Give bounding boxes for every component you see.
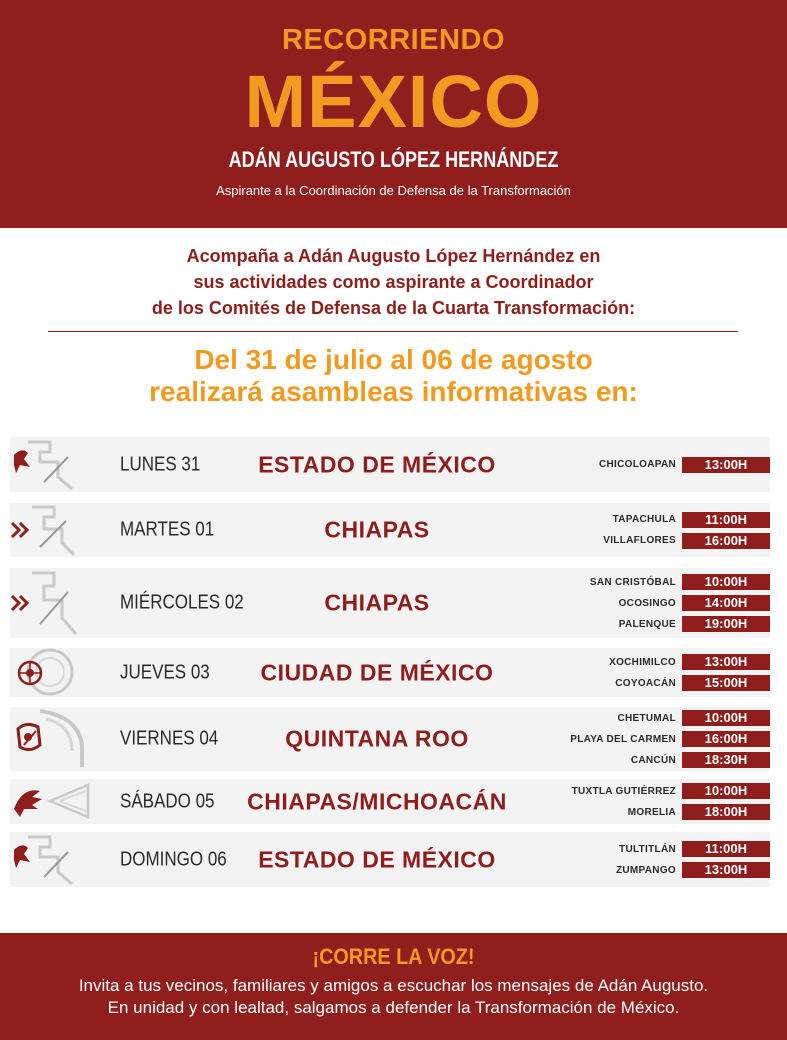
state-name: QUINTANA ROO <box>285 725 469 752</box>
event-list <box>572 779 770 824</box>
event-place: SAN CRISTÓBAL <box>589 576 676 588</box>
event-time: 11:00H <box>682 512 770 528</box>
event-time: 16:00H <box>682 731 770 747</box>
header-banner <box>0 0 787 228</box>
event-time: 10:00H <box>682 574 770 590</box>
event-place: OCOSINGO <box>618 597 676 609</box>
footer-line-1: Invita a tus vecinos, familiares y amigos a escuchar los mensajes de Adán Augusto. <box>78 976 709 995</box>
header-title: MÉXICO <box>244 60 543 143</box>
event-list <box>616 832 770 887</box>
event-time: 11:00H <box>682 841 770 857</box>
divider <box>48 331 738 332</box>
dates-line-1: Del 31 de julio al 06 de agosto <box>194 344 593 375</box>
event-item <box>599 456 770 473</box>
intro-text <box>0 243 787 321</box>
header-name: ADÁN AUGUSTO LÓPEZ HERNÁNDEZ <box>228 147 559 172</box>
day-label: DOMINGO 06 <box>120 848 227 870</box>
schedule-row <box>10 779 770 824</box>
footer-text <box>0 975 787 1019</box>
arrow-glyph-icon <box>10 568 90 638</box>
event-time: 15:00H <box>682 675 770 691</box>
event-time: 18:00H <box>682 804 770 820</box>
intro-line-2: sus actividades como aspirante a Coordinador <box>193 272 594 292</box>
event-item <box>609 654 770 671</box>
event-time: 13:00H <box>682 654 770 670</box>
event-place: PLAYA DEL CARMEN <box>570 733 676 745</box>
event-item <box>590 574 770 591</box>
day-label: SÁBADO 05 <box>120 790 215 812</box>
event-list <box>609 648 770 697</box>
event-list <box>599 437 770 492</box>
dates-heading <box>0 344 787 408</box>
event-place: ZUMPANGO <box>616 864 676 876</box>
bird-glyph-icon <box>10 437 90 492</box>
event-item <box>572 804 770 821</box>
event-place: COYOACÁN <box>615 677 676 689</box>
arrow-glyph-icon <box>10 503 90 557</box>
footer-banner <box>0 933 787 1040</box>
event-list <box>590 568 770 638</box>
event-time: 16:00H <box>682 533 770 549</box>
event-place: XOCHIMILCO <box>609 656 676 668</box>
event-item <box>609 675 770 692</box>
event-time: 13:00H <box>682 862 770 878</box>
day-label: JUEVES 03 <box>120 661 210 683</box>
event-item <box>572 783 770 800</box>
bird-glyph-icon <box>10 832 90 887</box>
day-label: MARTES 01 <box>120 518 215 541</box>
state-name: CHIAPAS/MICHOACÁN <box>247 788 507 814</box>
event-time: 10:00H <box>682 710 770 726</box>
wing-glyph-icon <box>10 779 90 824</box>
state-name: CIUDAD DE MÉXICO <box>260 659 494 685</box>
event-place: PALENQUE <box>618 618 676 630</box>
day-label: VIERNES 04 <box>120 727 219 750</box>
state-name: CHIAPAS <box>324 516 430 543</box>
event-time: 19:00H <box>682 616 770 632</box>
event-time: 13:00H <box>682 457 770 473</box>
header-pretitle: RECORRIENDO <box>281 24 505 56</box>
schedule-row <box>10 832 770 887</box>
state-name: CHIAPAS <box>324 589 430 616</box>
schedule-row <box>10 437 770 492</box>
event-place: CANCÚN <box>630 754 676 766</box>
footer-title: ¡CORRE LA VOZ! <box>312 944 475 969</box>
event-time: 14:00H <box>682 595 770 611</box>
event-item <box>616 841 770 858</box>
event-time: 18:30H <box>682 752 770 768</box>
day-label: LUNES 31 <box>120 453 201 475</box>
intro-line-1: Acompaña a Adán Augusto López Hernández en <box>186 246 601 266</box>
event-item <box>590 616 770 633</box>
day-label: MIÉRCOLES 02 <box>120 591 244 614</box>
event-item <box>603 532 770 549</box>
event-item <box>570 731 770 748</box>
event-item <box>590 595 770 612</box>
schedule-row <box>10 568 770 638</box>
event-item <box>570 752 770 769</box>
event-list <box>603 503 770 557</box>
header-subtitle: Aspirante a la Coordinación de Defensa de la Transformación <box>216 183 571 198</box>
event-item <box>616 862 770 879</box>
schedule-row <box>10 503 770 557</box>
state-name: ESTADO DE MÉXICO <box>258 451 496 477</box>
event-place: TUXTLA GUTIÉRREZ <box>571 785 676 797</box>
schedule-row <box>10 707 770 771</box>
event-place: TULTITLÁN <box>619 843 676 855</box>
event-place: CHICOLOAPAN <box>598 459 676 470</box>
schedule-row <box>10 648 770 697</box>
event-place: MORELIA <box>627 806 676 818</box>
dates-line-2: realizará asambleas informativas en: <box>149 376 638 407</box>
event-place: CHETUMAL <box>617 712 676 724</box>
event-place: VILLAFLORES <box>603 535 676 546</box>
footer-line-2: En unidad y con lealtad, salgamos a defender la Transformación de México. <box>107 998 680 1017</box>
sun-stone-icon <box>10 648 90 697</box>
event-item <box>570 710 770 727</box>
event-time: 10:00H <box>682 783 770 799</box>
state-name: ESTADO DE MÉXICO <box>258 846 496 872</box>
mayan-glyph-icon <box>10 707 90 771</box>
event-list <box>570 707 770 771</box>
event-item <box>603 511 770 528</box>
event-place: TAPACHULA <box>612 514 676 525</box>
intro-line-3: de los Comités de Defensa de la Cuarta Transformación: <box>151 298 636 318</box>
